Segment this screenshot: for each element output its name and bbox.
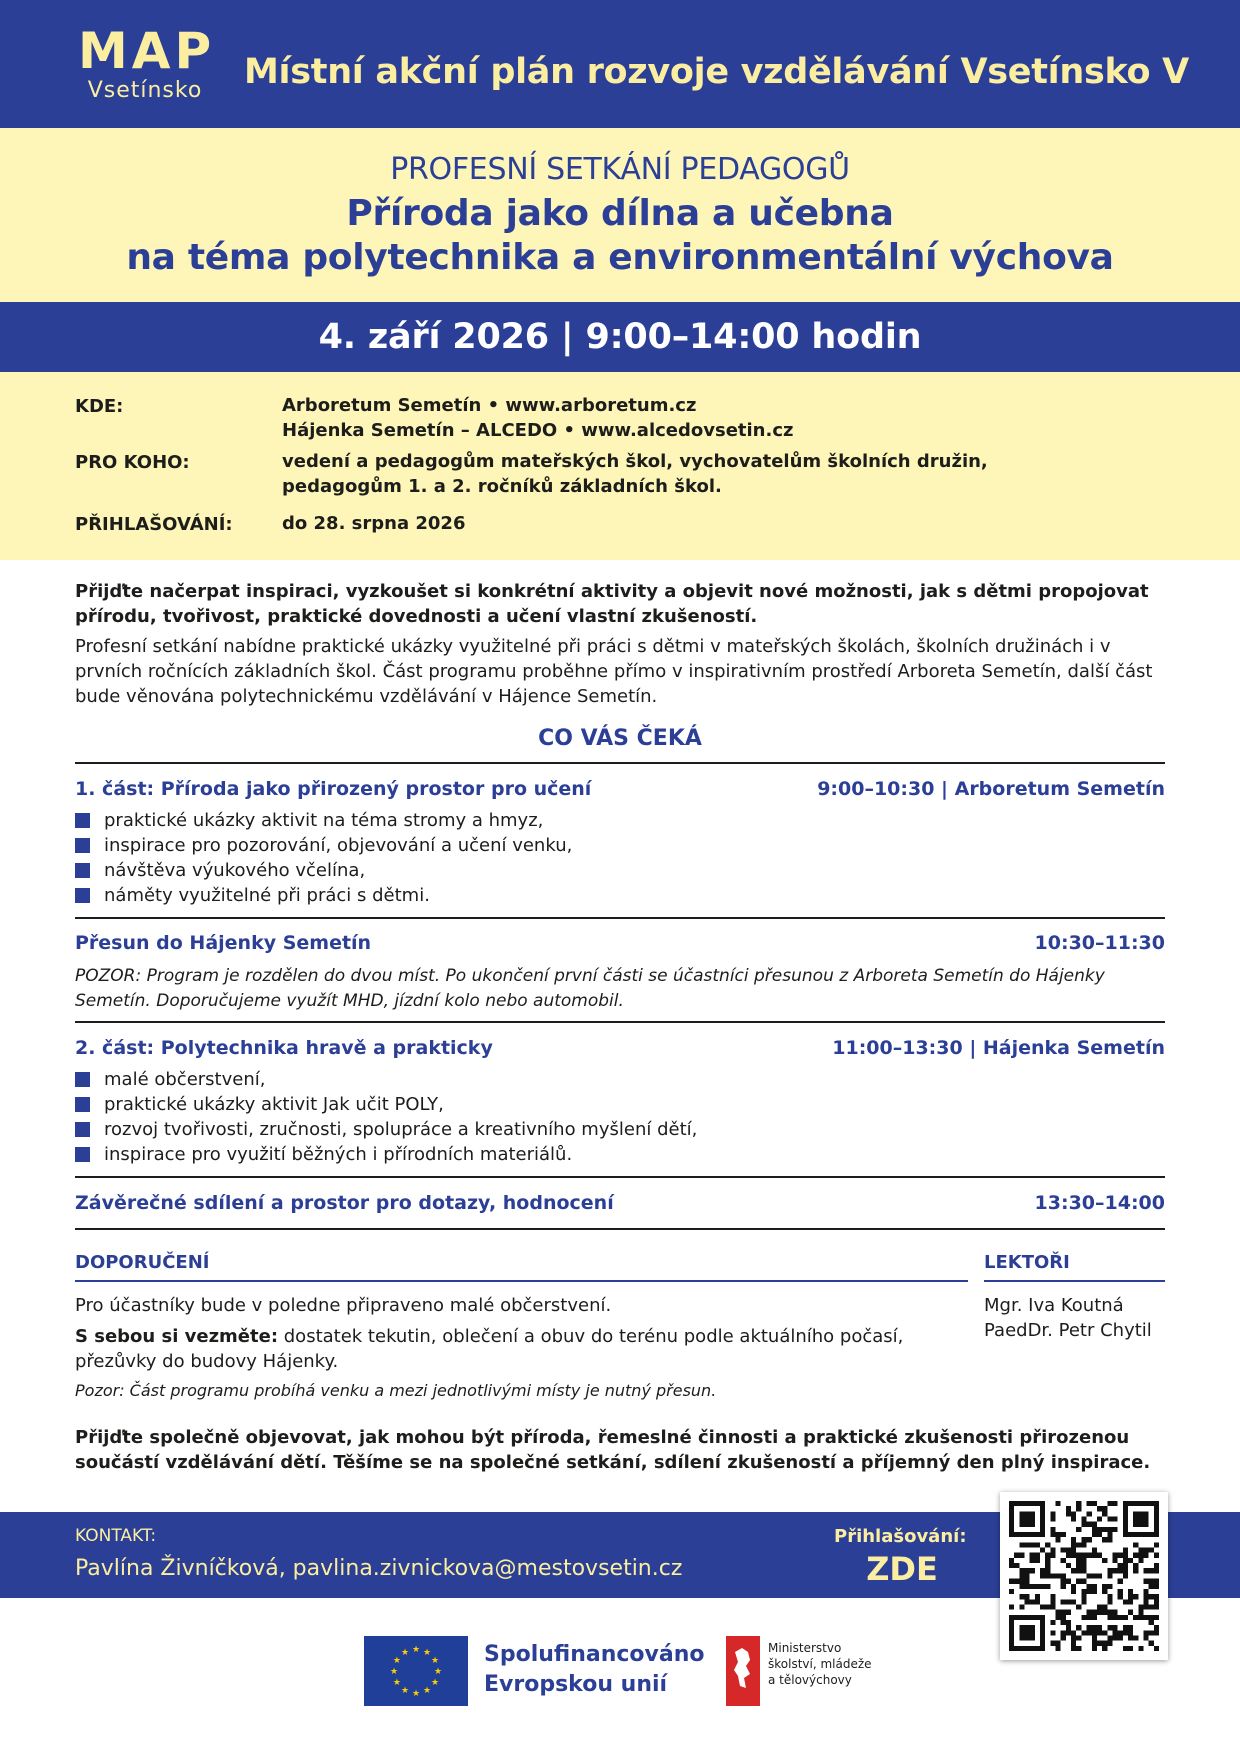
- event-date-bar: 4. září 2026 | 9:00–14:00 hodin: [0, 302, 1240, 372]
- eu-stars-icon: [364, 1636, 468, 1706]
- list-item: praktické ukázky aktivit Jak učit POLY,: [75, 1092, 697, 1117]
- lecturers-heading: LEKTOŘI: [984, 1252, 1070, 1273]
- where-value: [282, 393, 793, 443]
- list-item: návštěva výukového včelína,: [75, 858, 572, 883]
- svg-text:★: ★: [431, 1656, 440, 1666]
- list-item: inspirace pro využití běžných i přírodních materiálů.: [75, 1142, 697, 1167]
- list-item: inspirace pro pozorování, objevování a učení venku,: [75, 833, 572, 858]
- lion-emblem-icon: [726, 1636, 760, 1706]
- divider: [75, 1228, 1165, 1230]
- part2-title: 2. část: Polytechnika hravě a prakticky: [75, 1037, 493, 1059]
- event-title-line2: na téma polytechnika a environmentální výchova: [126, 237, 1114, 278]
- part1-title: 1. část: Příroda jako přirozený prostor pro učení: [75, 778, 592, 800]
- recommendation-note: Pozor: Část programu probíhá venku a mezi jednotlivými místy je nutný přesun.: [75, 1381, 717, 1400]
- divider: [75, 917, 1165, 919]
- registration-qr-code[interactable]: [1000, 1492, 1168, 1660]
- part2-list: [75, 1067, 697, 1167]
- registration-deadline: do 28. srpna 2026: [282, 513, 466, 534]
- where-line1: Arboretum Semetín • www.arboretum.cz: [282, 395, 697, 416]
- bring-label: S sebou si vezměte:: [75, 1326, 279, 1347]
- svg-text:★: ★: [422, 1647, 432, 1658]
- recommendation-bring: [75, 1324, 955, 1374]
- recommendation-line1: Pro účastníky bude v poledne připraveno malé občerstvení.: [75, 1295, 612, 1316]
- header-title: Místní akční plán rozvoje vzdělávání Vsetínsko V: [244, 52, 1189, 92]
- bullet-square-icon: [75, 1147, 90, 1162]
- closing-invitation: Přijďte společně objevovat, jak mohou být příroda, řemeslné činnosti a praktické zkušenosti přirozenou součástí vzdělávání dětí. Těšíme se na společné setkání, sdílení zkušeností a příjemný den plný inspirace.: [75, 1427, 1151, 1473]
- divider: [75, 1176, 1165, 1178]
- registration-link[interactable]: ZDE: [866, 1550, 938, 1588]
- event-title-band: [0, 128, 1240, 302]
- bullet-square-icon: [75, 863, 90, 878]
- svg-text:★: ★: [392, 1678, 401, 1688]
- logo-main-text: MAP: [78, 22, 216, 80]
- where-label: KDE:: [75, 396, 124, 417]
- lecturer-name: PaedDr. Petr Chytil: [984, 1320, 1152, 1341]
- intro-bold-text: Přijďte načerpat inspiraci, vyzkoušet si konkrétní aktivity a objevit nové možnosti, jak s dětmi propojovat přírodu, tvořivost, praktické dovednosti a učení vlastní zkušeností.: [75, 581, 1149, 627]
- part1-list: [75, 808, 572, 908]
- audience-line1: vedení a pedagogům mateřských škol, vychovatelům školních družin,: [282, 451, 988, 472]
- list-item: náměty využitelné při práci s dětmi.: [75, 883, 572, 908]
- svg-text:★: ★: [411, 1689, 421, 1699]
- recommendation-heading: DOPORUČENÍ: [75, 1252, 210, 1273]
- part1-time: 9:00–10:30 | Arboretum Semetín: [817, 778, 1165, 800]
- divider: [75, 762, 1165, 764]
- closing-title: Závěrečné sdílení a prostor pro dotazy, hodnocení: [75, 1192, 614, 1214]
- transfer-title: Přesun do Hájenky Semetín: [75, 932, 372, 954]
- contact-label: KONTAKT:: [75, 1526, 157, 1546]
- lecturers-underline: [984, 1280, 1165, 1282]
- event-info-band: [0, 372, 1240, 560]
- registration-cta-label: Přihlašování:: [834, 1526, 967, 1547]
- contact-email-link[interactable]: Pavlína Živníčková, pavlina.zivnickova@mestovsetin.cz: [75, 1556, 683, 1581]
- program-heading: CO VÁS ČEKÁ: [538, 726, 702, 751]
- part2-time: 11:00–13:30 | Hájenka Semetín: [832, 1037, 1165, 1059]
- audience-label: PRO KOHO:: [75, 452, 190, 473]
- bullet-square-icon: [75, 1097, 90, 1112]
- lecturer-name: Mgr. Iva Koutná: [984, 1295, 1124, 1316]
- divider: [75, 1021, 1165, 1023]
- svg-text:★: ★: [411, 1645, 421, 1655]
- where-line2: Hájenka Semetín – ALCEDO • www.alcedovsetin.cz: [282, 420, 794, 441]
- bullet-square-icon: [75, 1072, 90, 1087]
- audience-line2: pedagogům 1. a 2. ročníků základních škol.: [282, 476, 722, 497]
- msmt-text: Ministerstvo školství, mládeže a tělovýchovy: [768, 1641, 872, 1687]
- eu-flag-logo: [364, 1636, 468, 1706]
- svg-text:★: ★: [400, 1647, 410, 1658]
- list-item: praktické ukázky aktivit na téma stromy a hmyz,: [75, 808, 572, 833]
- audience-value: [282, 449, 988, 499]
- map-logo: [78, 22, 216, 104]
- logo-sub-text: Vsetínsko: [87, 78, 203, 103]
- transfer-note: POZOR: Program je rozdělen do dvou míst. Po ukončení první části se účastníci přesunou z Arboreta Semetín do Hájenky Semetín. Doporučujeme využít MHD, jízdní kolo nebo automobil.: [75, 966, 1105, 1011]
- svg-text:★: ★: [422, 1686, 432, 1697]
- intro-text: Profesní setkání nabídne praktické ukázky využitelné při práci s dětmi v mateřských školách, školních družinách i v prvních ročnících základních škol. Část programu proběhne přímo v inspirativním prostředí Arboreta Semetín, další část bude věnována polytechnickému vzdělávání v Hájence Semetín.: [75, 636, 1153, 707]
- eu-cofinancing-text: Spolufinancováno Evropskou unií: [484, 1642, 705, 1697]
- bullet-square-icon: [75, 888, 90, 903]
- registration-label: PŘIHLAŠOVÁNÍ:: [75, 514, 233, 535]
- header-bar: [0, 0, 1240, 128]
- closing-time: 13:30–14:00: [1034, 1192, 1165, 1214]
- transfer-time: 10:30–11:30: [1034, 932, 1165, 954]
- bullet-square-icon: [75, 838, 90, 853]
- bullet-square-icon: [75, 813, 90, 828]
- svg-text:★: ★: [431, 1678, 440, 1688]
- msmt-logo: [726, 1636, 760, 1706]
- qr-code-icon: [1009, 1501, 1159, 1651]
- svg-text:★: ★: [400, 1686, 410, 1697]
- event-eyebrow: PROFESNÍ SETKÁNÍ PEDAGOGŮ: [390, 152, 850, 187]
- recommendation-underline: [75, 1280, 968, 1282]
- list-item: rozvoj tvořivosti, zručnosti, spolupráce a kreativního myšlení dětí,: [75, 1117, 697, 1142]
- event-title: [0, 192, 1240, 280]
- svg-text:★: ★: [433, 1667, 443, 1677]
- bring-text: dostatek tekutin, oblečení a obuv do terénu podle aktuálního počasí, přezůvky do budovy Hájenky.: [75, 1326, 904, 1372]
- list-item: malé občerstvení,: [75, 1067, 697, 1092]
- bullet-square-icon: [75, 1122, 90, 1137]
- svg-text:★: ★: [389, 1667, 399, 1677]
- svg-text:★: ★: [392, 1656, 401, 1666]
- event-title-line1: Příroda jako dílna a učebna: [346, 193, 894, 234]
